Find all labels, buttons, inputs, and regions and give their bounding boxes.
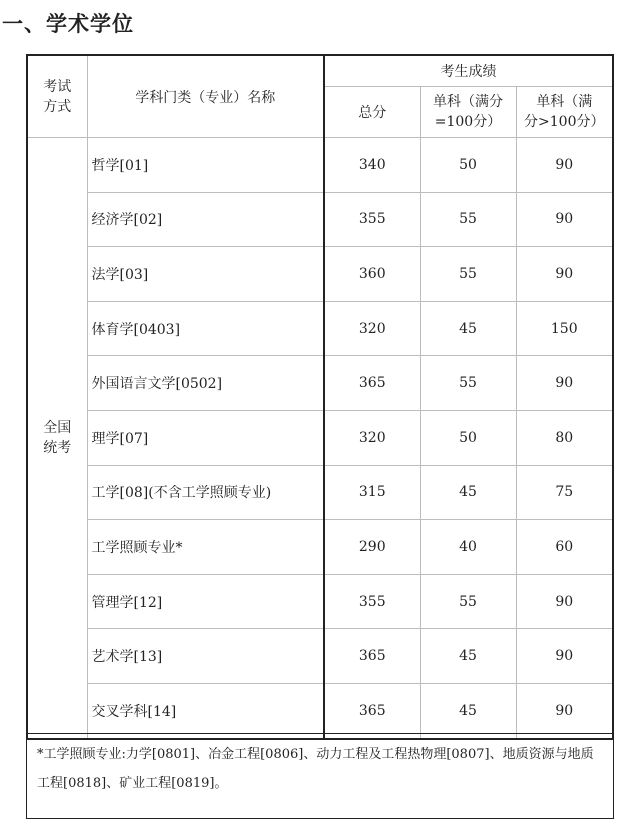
table-row bbox=[27, 574, 613, 629]
subject-name-cell: 艺术学[13] bbox=[87, 629, 324, 684]
total-score-cell: 290 bbox=[324, 520, 420, 575]
subject-name-cell: 体育学[0403] bbox=[87, 301, 324, 356]
table-row bbox=[27, 520, 613, 575]
header-exam-mode: 考试 方式 bbox=[27, 55, 87, 138]
header-total: 总分 bbox=[324, 87, 420, 138]
score-table-body bbox=[27, 138, 613, 739]
footnote: *工学照顾专业:力学[0801]、冶金工程[0806]、动力工程及工程热物理[0807]、地质资源与地质工程[0818]、矿业工程[0819]。 bbox=[26, 733, 614, 819]
total-score-cell: 365 bbox=[324, 629, 420, 684]
subject-name-cell: 哲学[01] bbox=[87, 138, 324, 193]
single-over-100-score-cell: 90 bbox=[516, 192, 613, 247]
single-over-100-score-cell: 90 bbox=[516, 247, 613, 302]
single-over-100-score-cell: 80 bbox=[516, 410, 613, 465]
single-100-score-cell: 45 bbox=[420, 683, 516, 738]
single-over-100-score-cell: 90 bbox=[516, 683, 613, 738]
subject-name-cell: 工学[08](不含工学照顾专业) bbox=[87, 465, 324, 520]
table-row bbox=[27, 629, 613, 684]
header-scores-group: 考生成绩 bbox=[324, 55, 613, 87]
table-row bbox=[27, 138, 613, 193]
single-over-100-score-cell: 90 bbox=[516, 574, 613, 629]
single-100-score-cell: 45 bbox=[420, 465, 516, 520]
table-row bbox=[27, 356, 613, 411]
total-score-cell: 355 bbox=[324, 574, 420, 629]
subject-name-cell: 管理学[12] bbox=[87, 574, 324, 629]
subject-name-cell: 法学[03] bbox=[87, 247, 324, 302]
single-100-score-cell: 55 bbox=[420, 247, 516, 302]
total-score-cell: 365 bbox=[324, 356, 420, 411]
header-single-100: 单科（满分 =100分） bbox=[420, 87, 516, 138]
header-subject: 学科门类（专业）名称 bbox=[87, 55, 324, 138]
exam-mode-cell: 全国 统考 bbox=[27, 138, 87, 739]
single-100-score-cell: 40 bbox=[420, 520, 516, 575]
header-single-over-100: 单科（满 分>100分） bbox=[516, 87, 613, 138]
single-over-100-score-cell: 90 bbox=[516, 629, 613, 684]
total-score-cell: 365 bbox=[324, 683, 420, 738]
subject-name-cell: 工学照顾专业* bbox=[87, 520, 324, 575]
single-over-100-score-cell: 75 bbox=[516, 465, 613, 520]
single-100-score-cell: 55 bbox=[420, 356, 516, 411]
subject-name-cell: 理学[07] bbox=[87, 410, 324, 465]
single-100-score-cell: 55 bbox=[420, 192, 516, 247]
single-over-100-score-cell: 90 bbox=[516, 356, 613, 411]
table-row bbox=[27, 192, 613, 247]
single-100-score-cell: 50 bbox=[420, 138, 516, 193]
total-score-cell: 320 bbox=[324, 410, 420, 465]
section-title: 一、学术学位 bbox=[2, 12, 134, 36]
single-100-score-cell: 45 bbox=[420, 629, 516, 684]
total-score-cell: 360 bbox=[324, 247, 420, 302]
single-100-score-cell: 45 bbox=[420, 301, 516, 356]
table-row bbox=[27, 465, 613, 520]
single-over-100-score-cell: 150 bbox=[516, 301, 613, 356]
single-100-score-cell: 55 bbox=[420, 574, 516, 629]
single-100-score-cell: 50 bbox=[420, 410, 516, 465]
total-score-cell: 315 bbox=[324, 465, 420, 520]
subject-name-cell: 经济学[02] bbox=[87, 192, 324, 247]
table-row bbox=[27, 683, 613, 738]
score-table bbox=[26, 54, 614, 740]
table-row bbox=[27, 301, 613, 356]
single-over-100-score-cell: 60 bbox=[516, 520, 613, 575]
total-score-cell: 320 bbox=[324, 301, 420, 356]
single-over-100-score-cell: 90 bbox=[516, 138, 613, 193]
total-score-cell: 340 bbox=[324, 138, 420, 193]
table-row bbox=[27, 410, 613, 465]
subject-name-cell: 交叉学科[14] bbox=[87, 683, 324, 738]
table-row bbox=[27, 247, 613, 302]
subject-name-cell: 外国语言文学[0502] bbox=[87, 356, 324, 411]
total-score-cell: 355 bbox=[324, 192, 420, 247]
